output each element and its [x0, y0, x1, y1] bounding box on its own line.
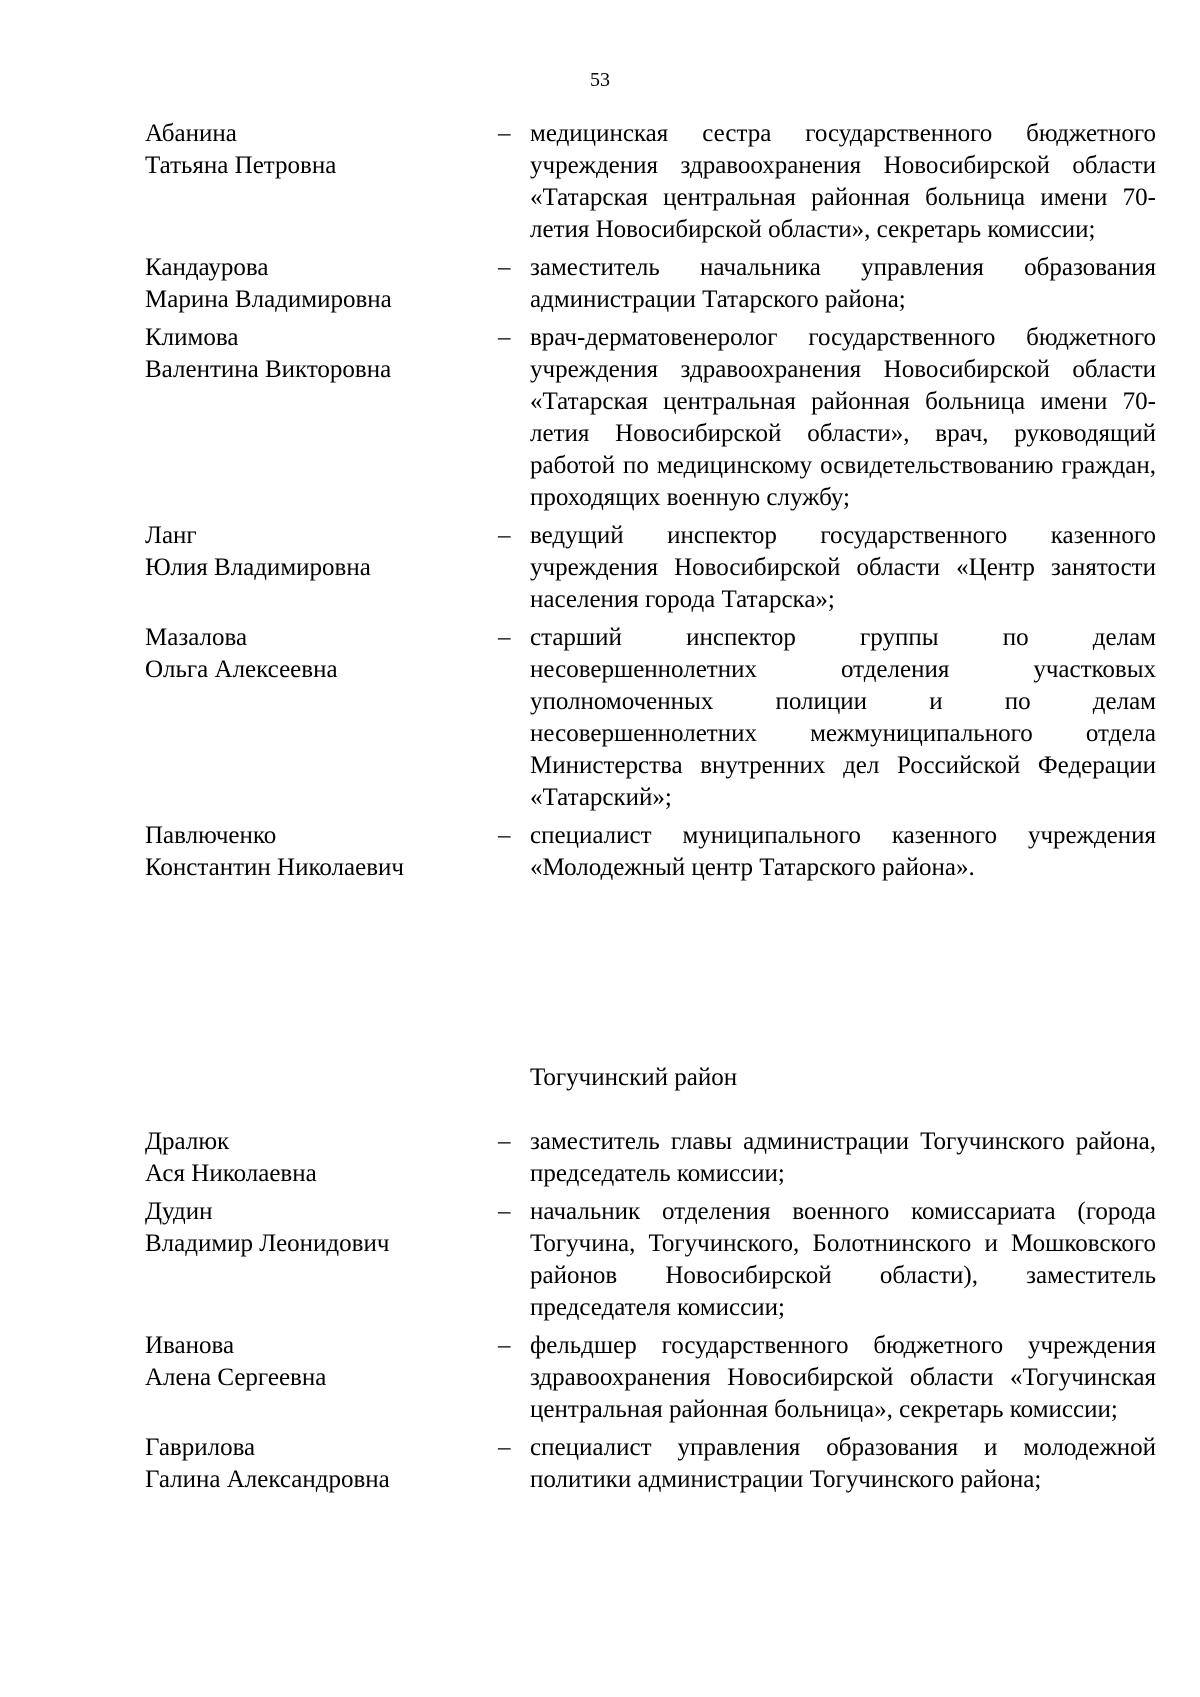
person-given-name: Марина Владимировна	[145, 286, 392, 313]
person-position: заместитель главы администрации Тогучинского района, председатель комиссии;	[530, 1128, 1156, 1187]
person-position: специалист управления образования и молодежной политики администрации Тогучинского района;	[530, 1434, 1156, 1493]
person-given-name: Валентина Викторовна	[145, 356, 392, 383]
person-surname: Климова	[145, 324, 239, 351]
person-name	[145, 1432, 475, 1496]
page-number: 53	[590, 69, 610, 91]
person-given-name: Владимир Леонидович	[145, 1230, 390, 1257]
person-given-name: Ася Николаевна	[145, 1160, 317, 1187]
list-item	[0, 820, 1200, 884]
person-surname: Кандаурова	[145, 254, 269, 281]
person-position: фельдшер государственного бюджетного учреждения здравоохранения Новосибирской области «Тогучинская центральная районная больница», секретарь комиссии;	[530, 1332, 1156, 1423]
person-given-name: Юлия Владимировна	[145, 554, 371, 581]
person-surname: Дудин	[145, 1198, 213, 1225]
dash-separator: –	[498, 1434, 511, 1461]
person-given-name: Ольга Алексеевна	[145, 656, 338, 683]
person-position: специалист муниципального казенного учреждения «Молодежный центр Татарского района».	[530, 822, 1156, 881]
person-name	[145, 118, 475, 182]
person-position: старший инспектор группы по делам несовершеннолетних отделения участковых уполномоченных полиции и по делам несовершеннолетних межмуниципального отдела Министерства внутренних дел Российской Федерации «Татарский»;	[530, 624, 1156, 811]
person-position: медицинская сестра государственного бюджетного учреждения здравоохранения Новосибирской области «Татарская центральная районная больница имени 70-летия Новосибирской области», секретарь комиссии;	[530, 120, 1156, 243]
person-given-name: Алена Сергеевна	[145, 1364, 327, 1391]
dash-separator: –	[498, 1128, 511, 1155]
person-position: ведущий инспектор государственного казенного учреждения Новосибирской области «Центр занятости населения города Татарска»;	[530, 522, 1156, 613]
dash-separator: –	[498, 822, 511, 849]
entries-list-tatarsky	[0, 118, 1200, 890]
list-item	[0, 252, 1200, 316]
person-name	[145, 622, 475, 686]
dash-separator: –	[498, 1332, 511, 1359]
dash-separator: –	[498, 324, 511, 351]
person-surname: Мазалова	[145, 624, 248, 651]
person-surname: Абанина	[145, 120, 237, 147]
entries-list-toguchinsky	[0, 1126, 1200, 1502]
person-name	[145, 1196, 475, 1260]
dash-separator: –	[498, 120, 511, 147]
person-position: начальник отделения военного комиссариата (города Тогучина, Тогучинского, Болотнинского и Мошковского районов Новосибирской области), заместитель председателя комиссии;	[530, 1198, 1156, 1321]
list-item	[0, 520, 1200, 616]
person-given-name: Галина Александровна	[145, 1466, 390, 1493]
dash-separator: –	[498, 522, 511, 549]
person-surname: Ланг	[145, 522, 197, 549]
person-surname: Дралюк	[145, 1128, 230, 1155]
person-name	[145, 820, 475, 884]
person-name	[145, 1126, 475, 1190]
dash-separator: –	[498, 1198, 511, 1225]
list-item	[0, 1126, 1200, 1190]
person-position: врач-дерматовенеролог государственного бюджетного учреждения здравоохранения Новосибирской области «Татарская центральная районная больница имени 70-летия Новосибирской области», врач, руководящий работой по медицинскому освидетельствованию граждан, проходящих военную службу;	[530, 324, 1156, 511]
dash-separator: –	[498, 254, 511, 281]
person-name	[145, 322, 475, 386]
person-surname: Иванова	[145, 1332, 235, 1359]
person-name	[145, 520, 475, 584]
person-surname: Павлюченко	[145, 822, 277, 849]
list-item	[0, 1432, 1200, 1496]
list-item	[0, 1196, 1200, 1324]
person-position: заместитель начальника управления образования администрации Татарского района;	[530, 254, 1156, 313]
person-given-name: Татьяна Петровна	[145, 152, 337, 179]
section-heading: Тогучинский район	[530, 1064, 738, 1091]
person-surname: Гаврилова	[145, 1434, 256, 1461]
list-item	[0, 1330, 1200, 1426]
person-name	[145, 252, 475, 316]
person-name	[145, 1330, 475, 1394]
list-item	[0, 322, 1200, 514]
list-item	[0, 118, 1200, 246]
person-given-name: Константин Николаевич	[145, 854, 404, 881]
list-item	[0, 622, 1200, 814]
dash-separator: –	[498, 624, 511, 651]
